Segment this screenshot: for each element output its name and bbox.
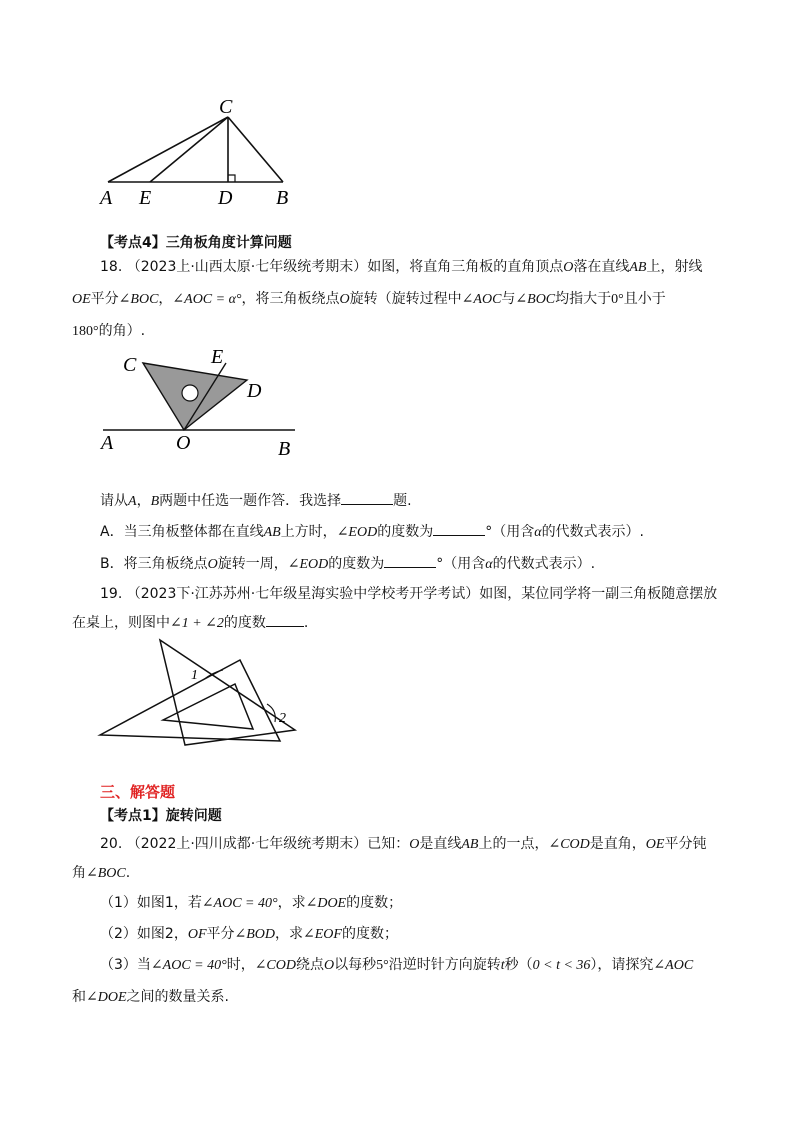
q20-angle-boc: ∠BOC: [86, 866, 126, 881]
q20-point-o: O: [409, 837, 420, 852]
q18-point-o: O: [563, 260, 574, 275]
q18-text: ，将三角板绕点: [241, 291, 340, 307]
label-o: O: [176, 432, 191, 454]
q20-sub-2-ray-of: OF: [187, 927, 207, 942]
q18-line-2: [72, 289, 666, 310]
q20-sub-3-given: ∠AOC = 40°: [150, 958, 227, 973]
choose-text: 请从: [100, 493, 128, 509]
option-b-alpha: α: [485, 557, 493, 572]
option-b-text: 的度数为: [328, 556, 385, 572]
q20-sub-3-text: 沿逆时针方向旋转: [388, 957, 501, 973]
option-b-text: B．将三角板绕点: [100, 556, 208, 572]
q20-sub-1: [100, 893, 402, 914]
q18-line-1: [100, 257, 702, 278]
q20-sub-3-text: 和: [72, 989, 86, 1005]
q20-sub-3-text: 之间的数量关系.: [126, 989, 229, 1005]
q18-line-ab: AB: [629, 260, 647, 275]
q20-sub-3-angle-cod: ∠COD: [254, 958, 296, 973]
option-a-text: 上方时，: [280, 524, 337, 540]
q20-sub-3-text: （3）当: [100, 957, 151, 973]
q20-sub-2-text: 平分: [206, 926, 235, 942]
option-a-angle-eod: ∠EOD: [336, 525, 378, 540]
q20-sub-3-text: ），请探究: [590, 957, 654, 973]
q20-sub-3-line-1: [100, 955, 693, 976]
q20-sub-1-angle-doe: ∠DOE: [305, 896, 347, 911]
label-a: A: [101, 432, 114, 454]
q19-angle-sum: ∠1 + ∠2: [170, 616, 224, 631]
q20-sub-2-text: 的度数；: [341, 926, 398, 942]
choose-comma: ，: [136, 493, 151, 509]
section-3-heading: 三、解答题: [100, 783, 176, 801]
q18-source: （2023上·山西太原·七年级统考期末）如图，将直角三角板的直角顶点: [126, 259, 564, 275]
q20-line-1: [100, 834, 706, 855]
label-d: D: [247, 380, 262, 402]
q18-text: 且小于: [623, 291, 666, 307]
q20-sub-3-angle-doe: ∠DOE: [86, 990, 127, 1005]
q20-sub-3-text: 以每秒: [334, 957, 377, 973]
q18-angle-boc: ∠BOC: [118, 292, 159, 307]
q20-sub-3-t: t: [500, 958, 505, 973]
q20-text: 是直角，: [589, 836, 646, 852]
q18-text: ，: [158, 291, 173, 307]
q19-number: 19.: [100, 586, 123, 602]
q20-line-2: [72, 863, 130, 884]
choose-text: 题.: [393, 493, 412, 509]
option-a-text: 的代数式表示）.: [541, 524, 645, 540]
q20-sub-1-text: ，求: [277, 895, 306, 911]
choose-line: [100, 490, 412, 512]
q18-alpha-eq: = α°: [212, 292, 242, 307]
q20-ray-oe: OE: [645, 837, 665, 852]
topic-4-heading: 【考点4】三角板角度计算问题: [100, 235, 292, 251]
q20-sub-3-point-o: O: [324, 958, 335, 973]
label-a: A: [100, 187, 113, 209]
option-a-text: °（用含: [485, 524, 535, 540]
q18-deg-180: 180°: [72, 324, 99, 339]
option-b-text: °（用含: [436, 556, 486, 572]
segment-ce: [150, 117, 228, 182]
q19-answer-blank[interactable]: [266, 612, 304, 627]
q20-sub-3-range: 0 < t < 36: [532, 958, 591, 973]
q19-line-1: [100, 584, 717, 604]
q18-text: 旋转（旋转过程中: [349, 291, 462, 307]
choose-text: 两题中任选一题作答．我选择: [159, 493, 342, 509]
option-a: [100, 521, 644, 543]
angle-2-label: 2: [279, 711, 286, 726]
option-b-answer-blank[interactable]: [384, 553, 436, 568]
segment-cb: [228, 117, 283, 182]
q20-text: .: [125, 865, 131, 881]
q19-text: .: [303, 615, 309, 631]
q20-sub-1-text: 的度数；: [346, 895, 403, 911]
segment-ca: [108, 117, 228, 182]
q20-sub-2-angle-bod: ∠BOD: [234, 927, 276, 942]
set-square-hole: [182, 385, 198, 401]
option-b-text: 旋转一周，: [217, 556, 288, 572]
choose-answer-blank[interactable]: [341, 490, 393, 505]
option-b-text: 的代数式表示）.: [492, 556, 596, 572]
label-d: D: [218, 187, 233, 209]
label-b: B: [278, 438, 291, 460]
q20-sub-3-text: 秒（: [504, 957, 533, 973]
q18-number: 18.: [100, 259, 123, 275]
option-a-line-ab: AB: [263, 525, 281, 540]
q18-text: 上，射线: [646, 259, 703, 275]
q18-angle-aoc: ∠AOC: [172, 292, 213, 307]
q20-text: 角: [72, 865, 86, 881]
q18-text: 与: [501, 291, 516, 307]
q20-sub-2: [100, 924, 398, 945]
topic-1-heading: 【考点1】旋转问题: [100, 808, 222, 824]
option-a-text: A．当三角板整体都在直线: [100, 524, 264, 540]
q19-text: 的度数: [223, 615, 266, 631]
q20-sub-3-line-2: [72, 987, 229, 1008]
q18-point-o: O: [339, 292, 350, 307]
q19-source: （2023下·江苏苏州·七年级星海实验中学校考开学考试）如图，某位同学将一副三角板随意摆放: [126, 586, 718, 602]
q20-source: （2022上·四川成都·七年级统考期末）已知：: [126, 836, 410, 852]
q20-sub-2-text: （2）如图2，: [100, 926, 188, 942]
q18-deg-0: 0°: [611, 292, 624, 307]
q18-ray-oe: OE: [72, 292, 91, 307]
q18-angle-aoc: ∠AOC: [461, 292, 502, 307]
q20-text: 上的一点，: [478, 836, 549, 852]
q20-sub-1-given: ∠AOC = 40°: [201, 896, 278, 911]
option-a-alpha: α: [534, 525, 542, 540]
q20-sub-3-angle-aoc: ∠AOC: [653, 958, 694, 973]
angle-1-label: 1: [191, 668, 198, 683]
figure-1-triangle: [95, 92, 305, 210]
label-e: E: [211, 346, 224, 368]
label-e: E: [139, 187, 152, 209]
q18-text: 的角）.: [98, 323, 146, 339]
q20-sub-1-text: （1）如图1，若: [100, 895, 202, 911]
label-b: B: [276, 187, 289, 209]
right-angle-mark: [228, 175, 235, 182]
figure-2-set-square: [95, 343, 310, 463]
choose-a: A: [128, 494, 137, 509]
q20-sub-2-angle-eof: ∠EOF: [303, 927, 342, 942]
option-b: [100, 553, 595, 575]
choose-b: B: [150, 494, 160, 509]
q20-angle-cod: ∠COD: [548, 837, 590, 852]
label-c: C: [123, 354, 137, 376]
q19-text: 在桌上，则图中: [72, 615, 170, 631]
q18-angle-boc: ∠BOC: [515, 292, 556, 307]
q18-text: 落在直线: [573, 259, 630, 275]
q18-text: 均指大于: [555, 291, 612, 307]
q20-sub-3-rate: 5°: [376, 958, 389, 973]
figure-3-two-set-squares: [95, 632, 310, 747]
option-a-answer-blank[interactable]: [433, 521, 485, 536]
q20-number: 20.: [100, 836, 123, 852]
option-b-point-o: O: [207, 557, 218, 572]
q20-sub-3-text: 时，: [226, 957, 255, 973]
q18-text: 平分: [90, 291, 119, 307]
option-b-angle-eod: ∠EOD: [287, 557, 329, 572]
q20-sub-3-text: 绕点: [296, 957, 324, 973]
q19-line-2: [72, 612, 308, 634]
q18-line-3: [72, 321, 145, 342]
label-c: C: [219, 96, 233, 118]
option-a-text: 的度数为: [377, 524, 434, 540]
q20-text: 是直线: [419, 836, 462, 852]
q20-line-ab: AB: [461, 837, 479, 852]
q20-text: 平分钝: [664, 836, 707, 852]
q20-sub-2-text: ，求: [275, 926, 304, 942]
